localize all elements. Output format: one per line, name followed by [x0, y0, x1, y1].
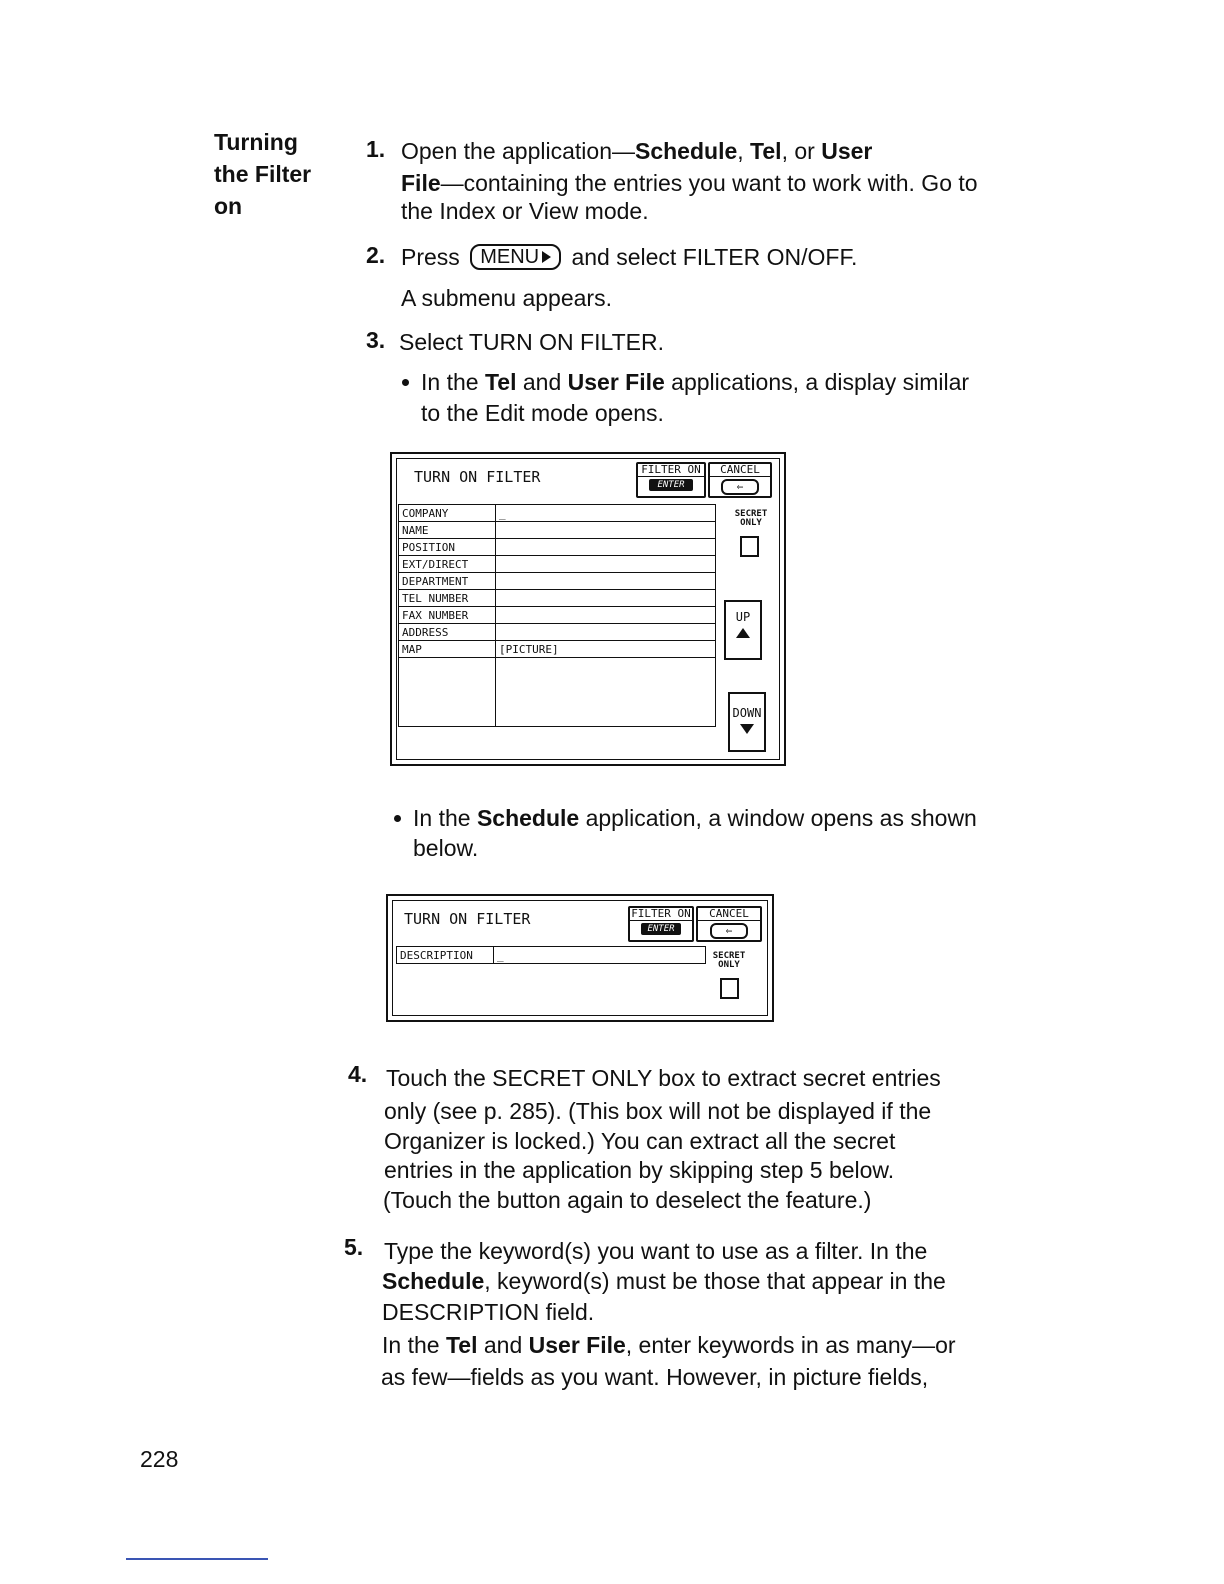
field-value[interactable] [496, 522, 716, 539]
table-row[interactable] [399, 505, 716, 522]
app-name: Schedule [476, 805, 580, 831]
step-5-line-3: DESCRIPTION field. [382, 1299, 595, 1325]
enter-icon: ENTER [641, 923, 681, 935]
up-arrow-icon [736, 628, 750, 638]
screen-title: TURN ON FILTER [414, 468, 541, 486]
app-name: Schedule [382, 1268, 485, 1294]
secret-only-checkbox[interactable] [740, 536, 759, 557]
text: , [737, 138, 751, 164]
step-5-line-1: Type the keyword(s) you want to use as a filter. In the [384, 1238, 928, 1264]
text: , enter keywords in as many—or [625, 1332, 956, 1358]
scroll-down-button[interactable] [728, 692, 766, 752]
tel-filter-screen [390, 452, 786, 766]
section-heading [214, 126, 311, 222]
table-row[interactable] [399, 522, 716, 539]
step-5-line-2 [382, 1266, 946, 1297]
step-4-line-1: Touch the SECRET ONLY box to extract secret entries [386, 1065, 941, 1091]
text: and [477, 1332, 529, 1358]
app-name: Schedule [635, 138, 738, 164]
text: Press [401, 244, 460, 270]
field-label: TEL NUMBER [399, 590, 496, 607]
back-arrow-icon: ⇐ [710, 923, 748, 939]
text: In the [413, 805, 477, 831]
secret-label-line: ONLY [718, 960, 740, 970]
step-3-text: Select TURN ON FILTER. [399, 329, 664, 355]
text: application, a window opens as shown [579, 805, 977, 831]
field-value[interactable] [496, 590, 716, 607]
text: In the [382, 1332, 446, 1358]
bullet-icon [394, 815, 401, 822]
step-3-bullet-2-line-2: below. [413, 835, 479, 861]
text: and select FILTER ON/OFF. [571, 244, 858, 270]
step-4-line-3: Organizer is locked.) You can extract all the secret [384, 1128, 896, 1154]
step-4-line-4: entries in the application by skipping step 5 below. [384, 1157, 895, 1183]
page-number: 228 [140, 1446, 179, 1472]
field-label [399, 658, 496, 727]
table-row[interactable] [399, 556, 716, 573]
field-table [398, 504, 716, 727]
enter-icon: ENTER [649, 479, 693, 491]
cancel-label: CANCEL [710, 464, 770, 477]
field-value [496, 658, 716, 727]
secret-only-label [704, 952, 754, 970]
menu-key [470, 244, 561, 270]
secret-label-line: SECRET [712, 951, 746, 961]
table-row[interactable] [399, 573, 716, 590]
step-3-bullet-1-line-2: to the Edit mode opens. [421, 400, 664, 426]
app-name: Tel [445, 1332, 478, 1358]
menu-key-label: MENU [480, 246, 540, 268]
table-row[interactable] [399, 539, 716, 556]
text: applications, a display similar [664, 369, 970, 395]
field-label: DESCRIPTION [397, 947, 494, 964]
step-3-number: 3. [366, 327, 386, 353]
back-arrow-icon: ⇐ [721, 479, 759, 495]
table-row[interactable] [399, 641, 716, 658]
field-value[interactable] [496, 573, 716, 590]
secret-only-label [726, 510, 776, 528]
footer-rule [126, 1558, 268, 1560]
section-heading-line: Turning [214, 129, 298, 155]
section-heading-line: on [214, 193, 243, 219]
cancel-button[interactable] [696, 906, 762, 942]
step-3-bullet-1 [421, 367, 969, 398]
text: and [516, 369, 568, 395]
field-value[interactable] [496, 539, 716, 556]
step-2-line-1 [401, 242, 857, 273]
field-label: POSITION [399, 539, 496, 556]
table-row[interactable] [399, 590, 716, 607]
step-5-line-5: as few—fields as you want. However, in picture fields, [381, 1364, 929, 1390]
step-1-line-2 [401, 168, 978, 199]
step-4-number: 4. [348, 1061, 368, 1087]
step-3-bullet-2 [413, 803, 977, 834]
step-2-sub: A submenu appears. [401, 285, 612, 311]
app-name: Tel [750, 138, 782, 164]
app-name: User [821, 138, 873, 164]
cancel-button[interactable] [708, 462, 772, 498]
app-name: User File [567, 369, 665, 395]
secret-label-line: SECRET [734, 509, 768, 519]
text: , or [781, 138, 822, 164]
secret-label-line: ONLY [740, 518, 762, 528]
text: , keyword(s) must be those that appear in the [484, 1268, 946, 1294]
step-4-line-5: (Touch the button again to deselect the feature.) [383, 1187, 872, 1213]
field-value[interactable]: _ [496, 505, 716, 522]
play-triangle-icon [542, 251, 551, 263]
step-2-number: 2. [366, 242, 386, 268]
field-value[interactable] [496, 556, 716, 573]
cancel-label: CANCEL [698, 908, 760, 921]
filter-on-label: FILTER ON [631, 907, 691, 920]
field-value[interactable] [496, 624, 716, 641]
step-1-line-1 [401, 136, 872, 167]
schedule-filter-screen [386, 894, 774, 1022]
step-4-line-2: only (see p. 285). (This box will not be displayed if the [384, 1098, 932, 1124]
app-name: Tel [484, 369, 517, 395]
field-value[interactable]: _ [494, 947, 706, 964]
field-value[interactable] [496, 607, 716, 624]
field-label: DEPARTMENT [399, 573, 496, 590]
table-row[interactable] [399, 624, 716, 641]
down-arrow-icon [740, 724, 754, 734]
text: In the [421, 369, 485, 395]
filter-on-button[interactable] [628, 906, 694, 942]
step-1-number: 1. [366, 136, 386, 162]
scroll-down-label: DOWN [732, 706, 762, 720]
step-1-line-3: the Index or View mode. [401, 198, 649, 224]
step-5-number: 5. [344, 1234, 364, 1260]
filter-on-button[interactable] [636, 462, 706, 498]
step-5-line-4 [382, 1330, 956, 1361]
text: Open the application— [401, 138, 635, 164]
bullet-icon [402, 379, 409, 386]
section-heading-line: the Filter [214, 161, 312, 187]
app-name: User File [528, 1332, 626, 1358]
scroll-up-label: UP [735, 610, 751, 624]
field-label: COMPANY [399, 505, 496, 522]
field-value[interactable]: [PICTURE] [496, 641, 716, 658]
field-table [396, 946, 706, 964]
filter-on-label: FILTER ON [638, 464, 704, 477]
field-label: NAME [399, 522, 496, 539]
table-row[interactable] [399, 607, 716, 624]
table-row [399, 658, 716, 727]
screen-title: TURN ON FILTER [404, 910, 531, 928]
secret-only-checkbox[interactable] [720, 978, 739, 999]
field-label: EXT/DIRECT [399, 556, 496, 573]
app-name: File [401, 170, 441, 196]
field-label: FAX NUMBER [399, 607, 496, 624]
scroll-up-button[interactable] [724, 600, 762, 660]
text: —containing the entries you want to work with. Go to [440, 170, 978, 196]
field-label: ADDRESS [399, 624, 496, 641]
field-label: MAP [399, 641, 496, 658]
table-row[interactable] [397, 947, 706, 964]
